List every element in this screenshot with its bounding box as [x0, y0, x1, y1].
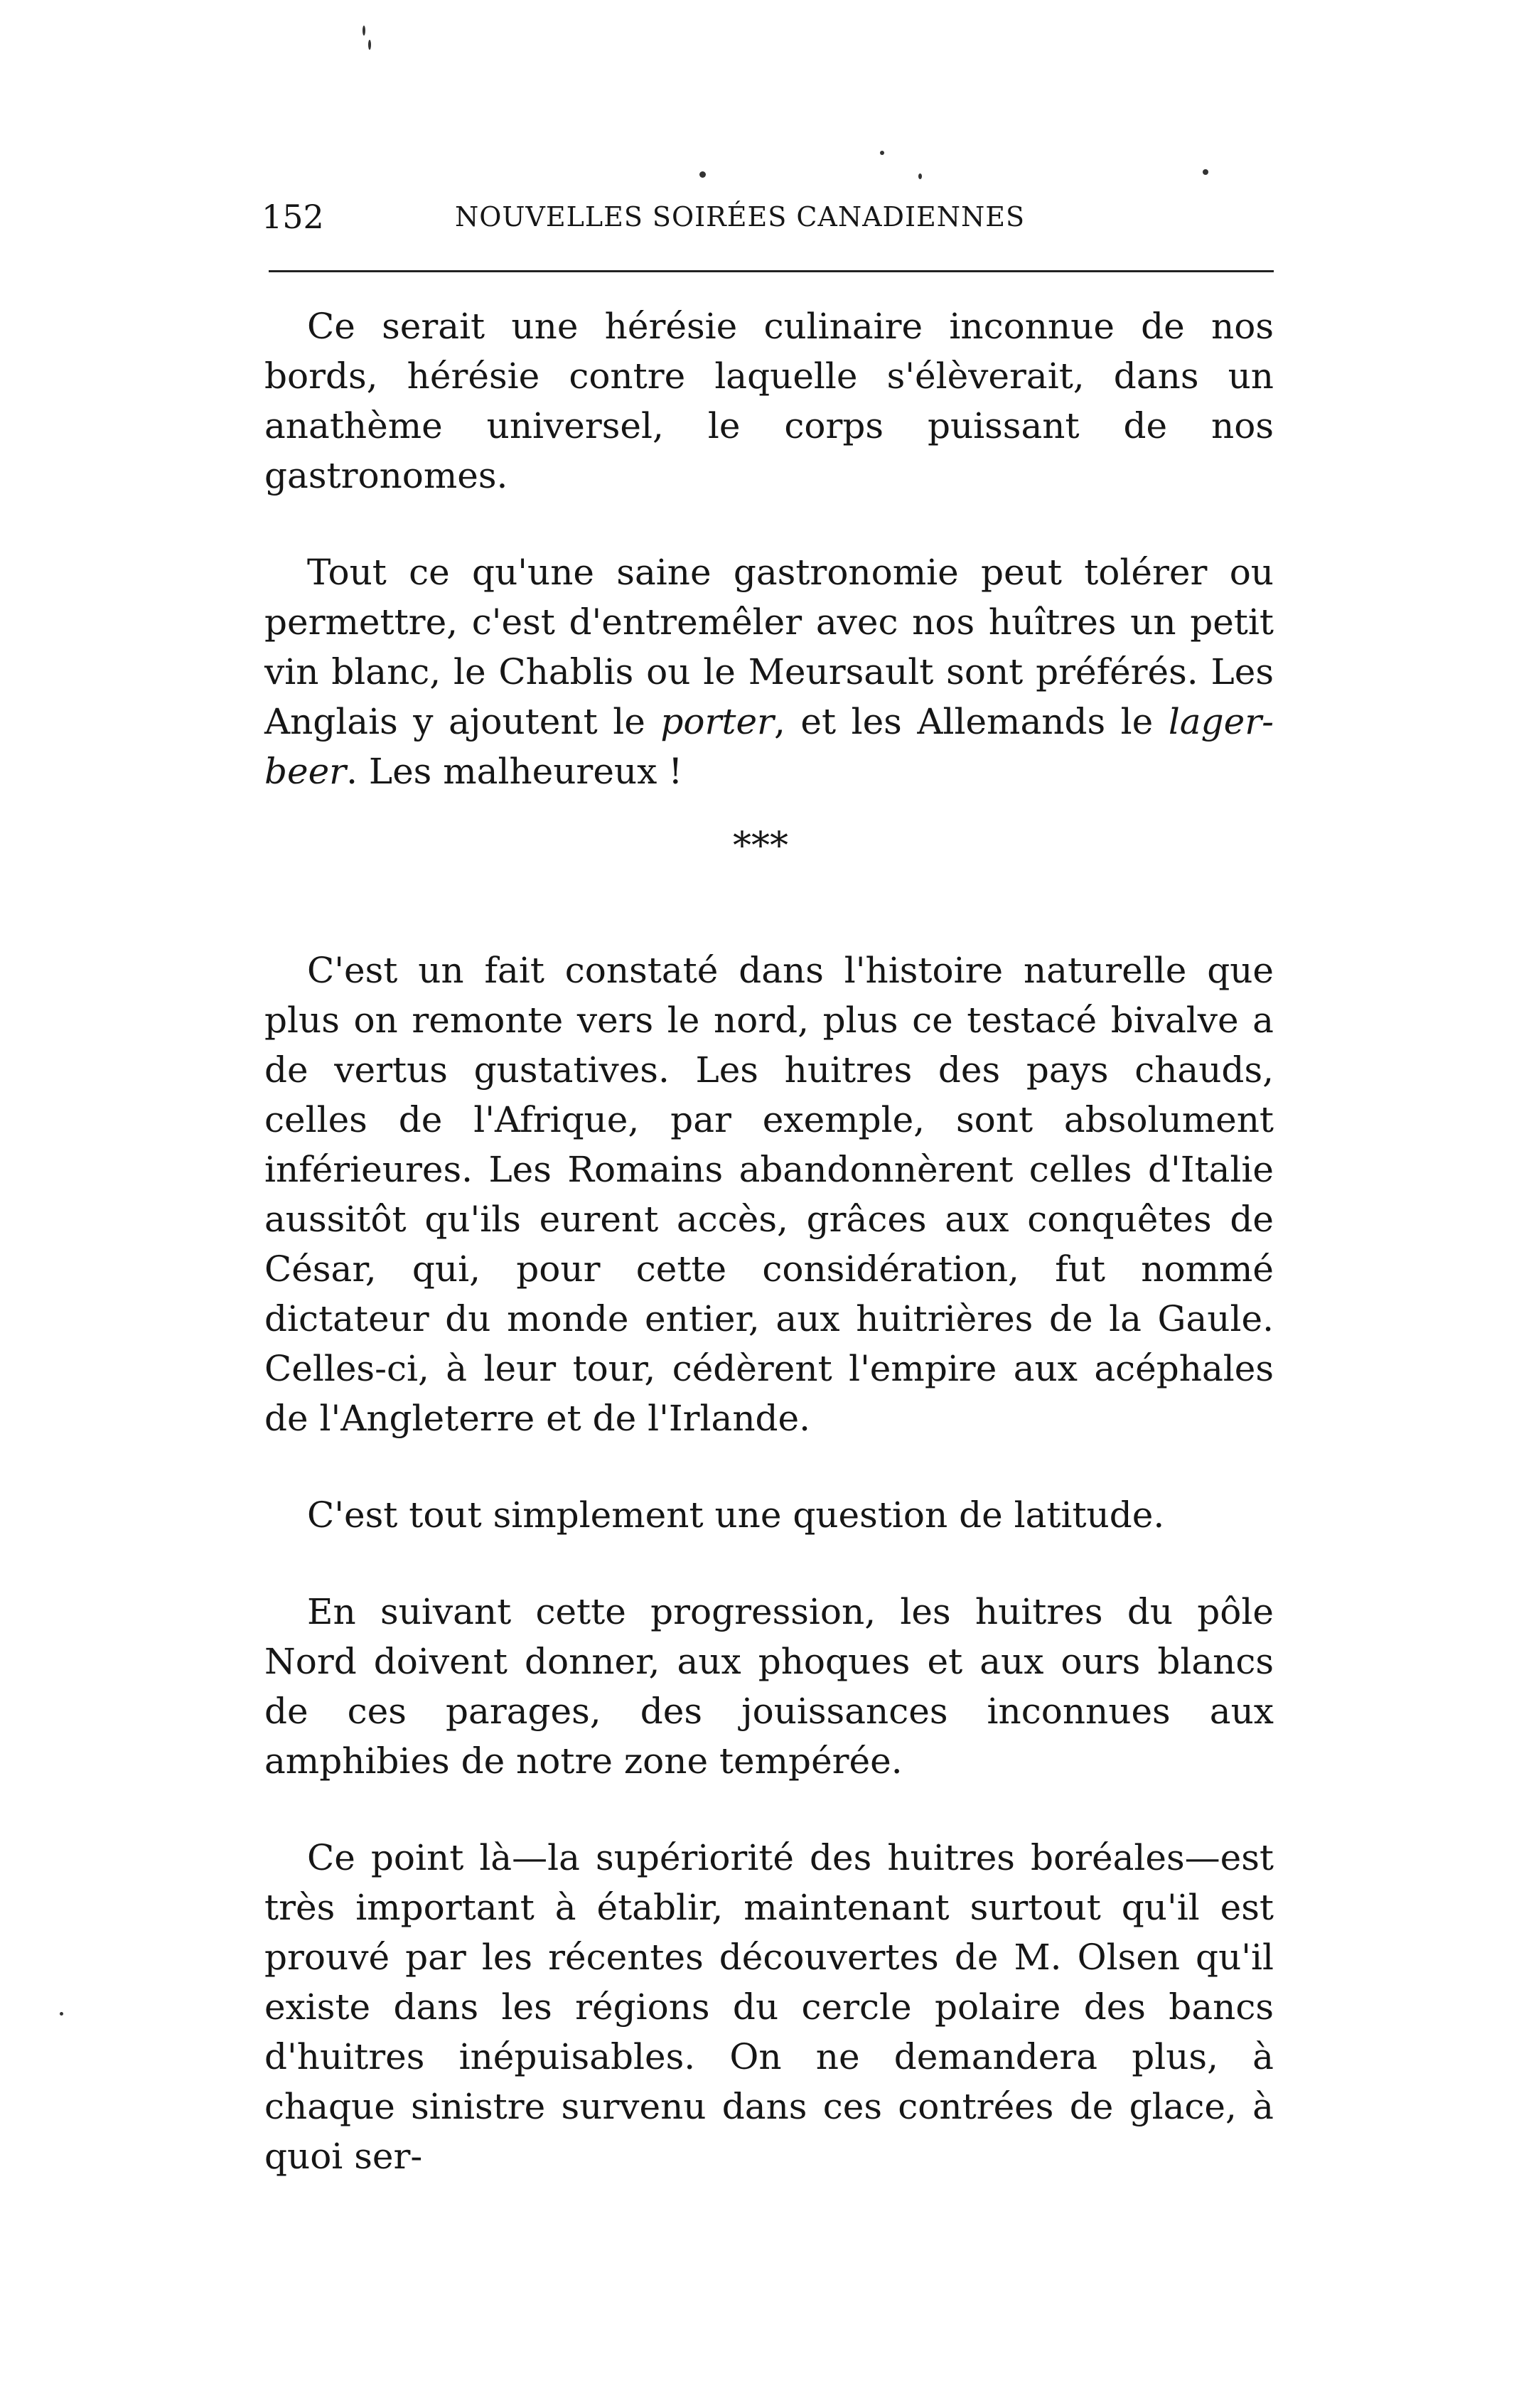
print-speck: [699, 171, 706, 178]
page-header: [262, 192, 1274, 242]
paragraph-2-italic-lager-beer: lager-beer: [264, 701, 1274, 792]
paragraph-2: [264, 547, 1274, 796]
paragraph-2-italic-porter: porter: [660, 701, 774, 742]
running-head: NOUVELLES SOIRÉES CANADIENNES: [455, 201, 1026, 232]
body-text-top: [264, 301, 1274, 796]
print-speck: [368, 40, 371, 50]
paragraph-1: Ce serait une hérésie culinaire inconnue de nos bords, hérésie contre laquelle s'élèverait, dans un anathème universel, le corps puissant de nos gastronomes.: [264, 306, 1274, 496]
body-text-bottom: [264, 946, 1274, 2181]
print-speck: [880, 151, 884, 155]
section-break-asterism: ***: [733, 825, 788, 867]
print-speck: [363, 26, 365, 36]
paragraph-5: En suivant cette progression, les huitres du pôle Nord doivent donner, aux phoques et aux ours blancs de ces parages, des jouissances inconnues aux amphibies de notre zone tempérée.: [264, 1591, 1274, 1782]
header-rule: [269, 270, 1274, 272]
page-number: 152: [262, 198, 324, 236]
paragraph-2-text-a: Tout ce qu'une saine gastronomie peut tolérer ou permettre, c'est d'entremêler avec nos huîtres un petit vin blanc, le Chablis ou le Meursault sont préférés. Les Anglais y ajoutent le: [264, 552, 1274, 742]
print-speck: [918, 173, 922, 179]
paragraph-2-text-b: , et les Allemands le: [773, 701, 1169, 742]
paragraph-2-text-c: . Les malheureux !: [346, 751, 683, 792]
paragraph-6: Ce point là—la supériorité des huitres boréales—est très important à établir, maintenant surtout qu'il est prouvé par les récentes découvertes de M. Olsen qu'il existe dans les régions du cercle polaire des bancs d'huitres inépuisables. On ne demandera plus, à chaque sinistre survenu dans ces contrées de glace, à quoi ser-: [264, 1837, 1274, 2177]
paragraph-3: C'est un fait constaté dans l'histoire naturelle que plus on remonte vers le nord, plus ce testacé bivalve a de vertus gustatives. Les huitres des pays chauds, celles de l'Afrique, par exemple, sont absolument inférieures. Les Romains abandonnèrent celles d'Italie aussitôt qu'ils eurent accès, grâces aux conquêtes de César, qui, pour cette considération, fut nommé dictateur du monde entier, aux huitrières de la Gaule. Celles-ci, à leur tour, cédèrent l'empire aux acéphales de l'Angleterre et de l'Irlande.: [264, 950, 1274, 1439]
print-speck: [60, 2012, 63, 2016]
paragraph-4: C'est tout simplement une question de latitude.: [307, 1494, 1165, 1536]
print-speck: [1203, 169, 1208, 175]
